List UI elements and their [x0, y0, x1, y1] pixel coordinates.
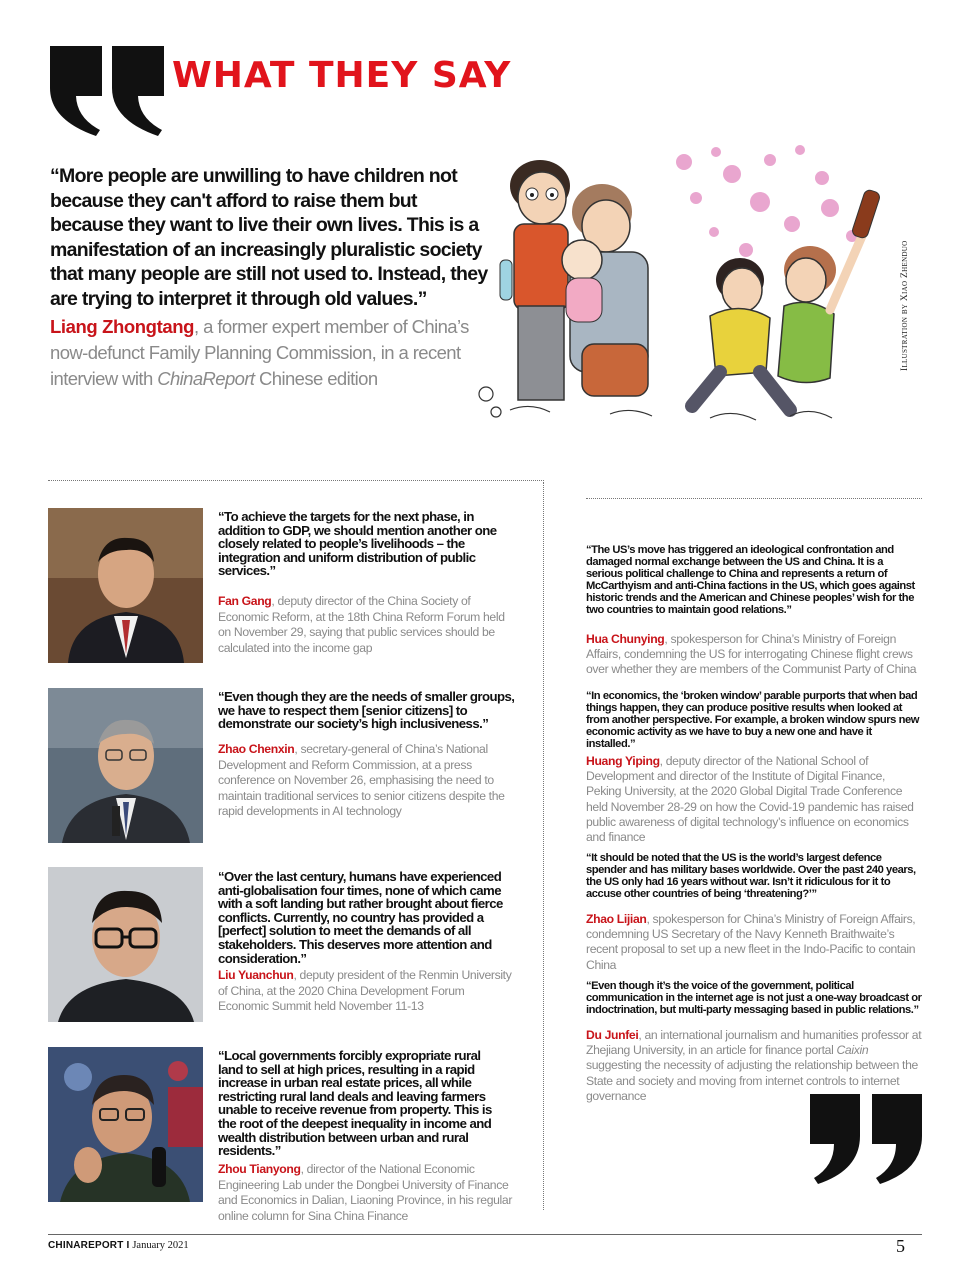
close-quote-mark-icon	[808, 1092, 926, 1184]
issue-date: January 2021	[132, 1240, 189, 1251]
quote-text: “Local governments forcibly expropriate rural land to sell at high prices, resulting in a rapid increase in urban real estate prices, all while restricting rural land deals and leaving farmers unable to receive revenue from property. This is the root of the deepest inequality in income and wealth distribution between urban and rural residents.”	[218, 1048, 492, 1159]
featured-quote: “More people are unwilling to have children not because they can't afford to raise them but because they want to live their own lives. This is a manifestation of an increasingly pluralistic society that many people are still not used to. Instead, they are trying to interpret it through old values.”	[50, 165, 488, 310]
open-quote-mark-icon	[48, 40, 168, 136]
quote-text: “To achieve the targets for the next phase, in addition to GDP, we should mention another one closely related to people’s livelihoods – the integration and uniform distribution of public services.”	[218, 509, 497, 579]
speaker-name: Du Junfei	[586, 1028, 639, 1042]
right-divider	[586, 498, 922, 499]
page-title: WHAT THEY SAY	[172, 55, 512, 96]
footer-rule	[48, 1234, 922, 1235]
speaker-name: Zhou Tianyong	[218, 1162, 301, 1176]
speaker-name: Hua Chunying	[586, 632, 665, 646]
page-number: 5	[896, 1236, 905, 1256]
footer-publication: CHINAREPORT I January 2021	[48, 1240, 189, 1251]
portrait-photo	[48, 1047, 203, 1202]
speaker-name: Huang Yiping	[586, 754, 660, 768]
portrait-photo	[48, 508, 203, 663]
quote-attribution: Liu Yuanchun, deputy president of the Renmin University of China, at the 2020 China Development Forum Economic Summit held November 11-13	[218, 968, 512, 1014]
quote-text: “Over the last century, humans have experienced anti-globalisation four times, none of which came with a soft landing but rather brought about fierce conflicts. Currently, no country has provided a [perfect] solution to meet the demands of all stakeholders. This deserves more attention and consideration.”	[218, 869, 503, 966]
featured-attribution: Liang Zhongtang, a former expert member of China’s now-defunct Family Planning Commission, in a recent interview with ChinaReport Chinese edition	[50, 316, 469, 389]
quote-attribution: Hua Chunying, spokesperson for China’s Ministry of Foreign Affairs, condemning the US for interrogating Chinese flight crews over whether they are members of the Communist Party of China	[586, 632, 917, 677]
magazine-name: CHINAREPORT	[48, 1240, 124, 1251]
speaker-name: Liu Yuanchun	[218, 968, 294, 982]
quote-text: “Even though they are the needs of smaller groups, we have to respect them [senior citizens] to demonstrate our society’s high inclusiveness.”	[218, 689, 515, 732]
portrait-photo	[48, 688, 203, 843]
speaker-name: Zhao Lijian	[586, 912, 647, 926]
speaker-name: Liang Zhongtang	[50, 316, 195, 337]
family-cartoon-illustration	[470, 140, 890, 440]
column-divider	[543, 482, 544, 1210]
left-divider	[48, 480, 544, 481]
quote-attribution: Zhao Lijian, spokesperson for China’s Ministry of Foreign Affairs, condemning US Secretary of the Navy Kenneth Braithwaite’s recent proposal to set up a new fleet in the Indo-Pacific to contain China	[586, 912, 916, 972]
grandma-figure	[562, 184, 648, 396]
quote-text: “It should be noted that the US is the world’s largest defence spender and has military bases worldwide. Over the past 240 years, the US only had 16 years without war. Isn’t it ridiculous for it to accuse other countries of being ‘threatening?’”	[586, 852, 916, 900]
quote-attribution: Huang Yiping, deputy director of the National School of Development and director of the Institute of Digital Finance, Peking University, at the 2020 Global Digital Trade Conference held November 28-29 on how the Covid-19 pandemic has raised public awareness of digital technology’s influence on economics and finance	[586, 754, 914, 845]
father-figure	[500, 160, 570, 400]
quote-text: “Even though it’s the voice of the government, political communication in the internet age is not just a one-way broadcast or indoctrination, but multi-party messaging based in public relations.”	[586, 980, 922, 1016]
portrait-photo	[48, 867, 203, 1022]
speaker-name: Fan Gang	[218, 594, 272, 608]
quote-text: “In economics, the ‘broken window’ parable purports that when bad things happen, they can produce positive results when looked at from another perspective. For example, a broken window spurs new economic activity as we have to buy a new one and have it installed.”	[586, 690, 920, 750]
quote-text: “The US’s move has triggered an ideological confrontation and damaged normal exchange between the US and China. It is a serious political challenge to China and represents a return of McCarthyism and anti-China factions in the US, which goes against historic trends and the American and Chinese peoples’ wish for the two countries to maintain good relations.”	[586, 544, 915, 616]
quote-attribution: Fan Gang, deputy director of the China Society of Economic Reform, at the 18th China Reform Forum held on November 29, saying that public services should be calculated into the income gap	[218, 594, 505, 655]
quote-attribution: Zhao Chenxin, secretary-general of China’s National Development and Reform Commission, at a press conference on November 26, emphasising the need to maintain traditional services to senior citizens despite the rapid developments in AI technology	[218, 742, 505, 819]
publication-name: ChinaReport	[157, 368, 255, 389]
speaker-name: Zhao Chenxin	[218, 742, 295, 756]
quote-attribution: Du Junfei, an international journalism and humanities professor at Zhejiang University, in an article for finance portal Caixin suggesting the necessity of adjusting the relationship between the State and society and moving from internet controls to internet governance	[586, 1028, 922, 1103]
publication-name: Caixin	[836, 1043, 869, 1058]
illustration-credit: Illustration by Xiao Zhenduo	[900, 240, 910, 372]
quote-attribution: Zhou Tianyong, director of the National Economic Engineering Lab under the Dongbei University of Finance and Economics in Dalian, Liaoning Province, in his regular online column for Sina China Finance	[218, 1162, 513, 1223]
